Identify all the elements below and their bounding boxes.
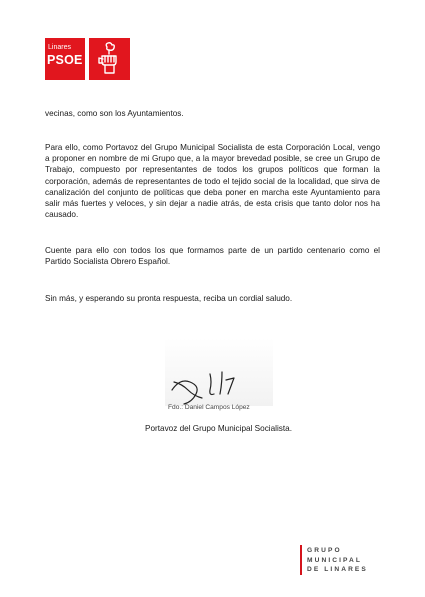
letter-paragraph-opening: vecinas, como son los Ayuntamientos. [45, 109, 184, 118]
signature-caption: Fdo.: Daniel Campos López [168, 404, 250, 411]
letter-paragraph-closing: Sin más, y esperando su pronta respuesta, reciba un cordial saludo. [45, 294, 293, 303]
footer-text [307, 546, 368, 575]
logo-party: PSOE [47, 53, 83, 67]
footer-line-3: DE LINARES [307, 566, 368, 574]
fist-rose-icon [89, 38, 130, 80]
signatory-title: Portavoz del Grupo Municipal Socialista. [145, 424, 292, 433]
logo-city: Linares [48, 44, 71, 51]
logo-text-box [45, 38, 85, 80]
signature-image [160, 338, 280, 414]
psoe-logo [45, 38, 130, 80]
footer-accent-bar [300, 545, 302, 575]
handwritten-signature [160, 338, 280, 414]
footer-line-2: MUNICIPAL [307, 556, 363, 564]
letter-paragraph-proposal: Para ello, como Portavoz del Grupo Municipal Socialista de esta Corporación Local, vengo a proponer en nombre de mi Grupo que, a la mayor brevedad posible, se cree un Grupo de Trabajo, compuesto por representantes de todos los grupos políticos que forman la corporación, además de representantes de todo el tejido social de la localidad, que sirva de canalización del conjunto de políticas que deba poner en marcha este Ayuntamiento para salir más fuertes y veloces, y sin dejar a nadie atrás, de esta crisis que tanto dolor nos ha causado. [45, 143, 380, 220]
footer-line-1: GRUPO [307, 547, 342, 554]
letter-paragraph-support: Cuente para ello con todos los que formamos parte de un partido centenario como el Partido Socialista Obrero Español. [45, 246, 380, 267]
footer-brand [300, 545, 390, 575]
